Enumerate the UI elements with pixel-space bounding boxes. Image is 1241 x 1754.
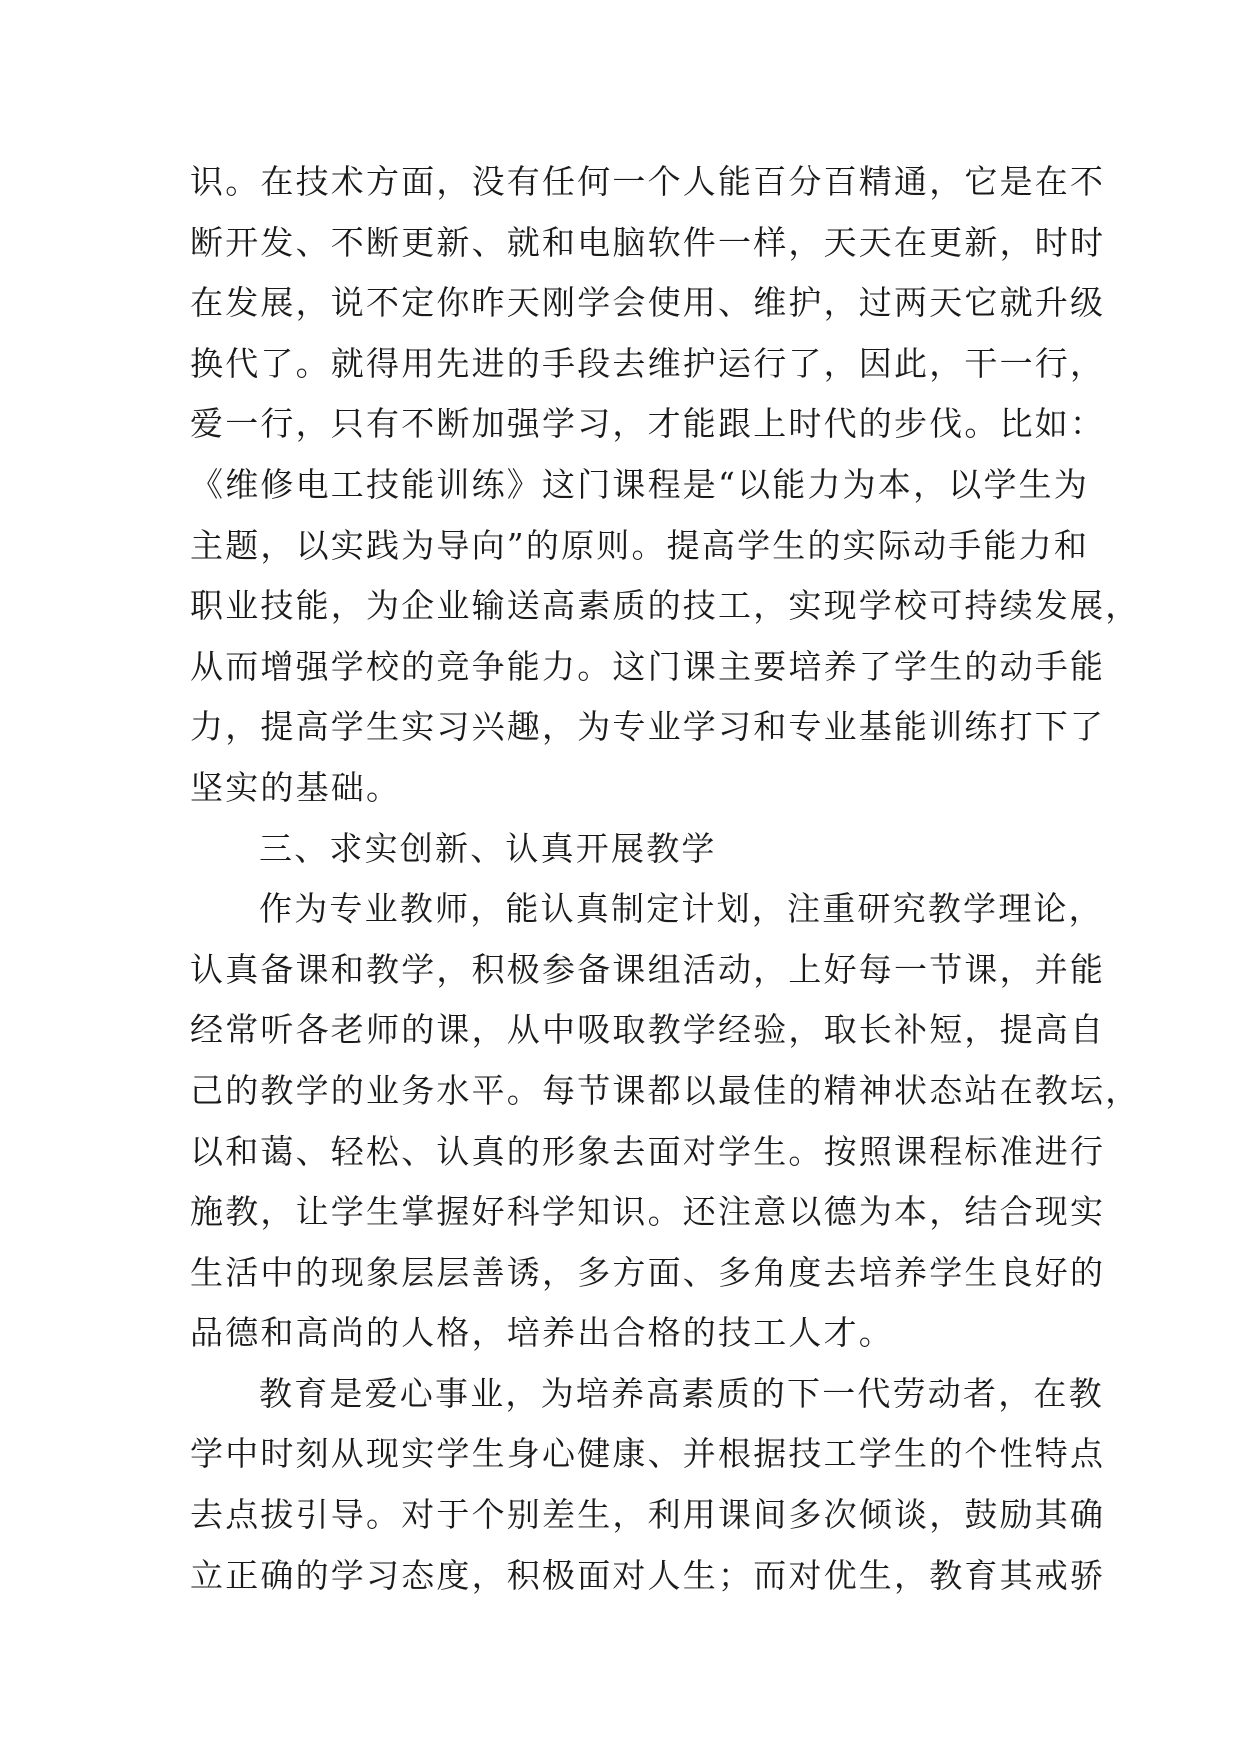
text-line: 认真备课和教学，积极参备课组活动，上好每一节课，并能 <box>190 949 1106 989</box>
paragraph-first-line: 教育是爱心事业，为培养高素质的下一代劳动者，在教 <box>259 1373 1104 1413</box>
paragraph-first-line: 作为专业教师，能认真制定计划，注重研究教学理论， <box>259 889 1104 929</box>
text-line: 生活中的现象层层善诱，多方面、多角度去培养学生良好的 <box>190 1252 1106 1292</box>
text-line: 经常听各老师的课，从中吸取教学经验，取长补短，提高自 <box>190 1010 1106 1050</box>
text-line: 施教，让学生掌握好科学知识。还注意以德为本，结合现实 <box>190 1192 1106 1232</box>
text-line: 《维修电工技能训练》这门课程是“以能力为本，以学生为 <box>190 464 1090 504</box>
text-line: 主题，以实践为导向”的原则。提高学生的实际动手能力和 <box>190 525 1090 565</box>
text-line: 在发展，说不定你昨天刚学会使用、维护，过两天它就升级 <box>190 283 1106 323</box>
text-line: 爱一行，只有不断加强学习，才能跟上时代的步伐。比如： <box>190 404 1106 444</box>
text-line: 从而增强学校的竞争能力。这门课主要培养了学生的动手能 <box>190 646 1106 686</box>
text-line: 断开发、不断更新、就和电脑软件一样，天天在更新，时时 <box>190 222 1106 262</box>
text-line: 品德和高尚的人格，培养出合格的技工人才。 <box>190 1313 894 1353</box>
text-line: 职业技能，为企业输送高素质的技工，实现学校可持续发展， <box>190 586 1141 626</box>
text-line: 力，提高学生实习兴趣，为专业学习和专业基能训练打下了 <box>190 707 1106 747</box>
text-line: 换代了。就得用先进的手段去维护运行了，因此，干一行， <box>190 343 1106 383</box>
paragraph-first-line: 三、求实创新、认真开展教学 <box>259 828 717 868</box>
text-line: 识。在技术方面，没有任何一个人能百分百精通，它是在不 <box>190 162 1106 201</box>
text-line: 学中时刻从现实学生身心健康、并根据技工学生的个性特点 <box>190 1434 1106 1474</box>
text-line: 己的教学的业务水平。每节课都以最佳的精神状态站在教坛， <box>190 1070 1141 1110</box>
text-line: 去点拔引导。对于个别差生，利用课间多次倾谈，鼓励其确 <box>190 1495 1106 1535</box>
text-line: 坚实的基础。 <box>190 767 402 807</box>
body-text <box>190 152 1141 1606</box>
text-line: 以和蔼、轻松、认真的形象去面对学生。按照课程标准进行 <box>190 1131 1106 1171</box>
text-line: 立正确的学习态度，积极面对人生；而对优生，教育其戒骄 <box>190 1555 1106 1595</box>
